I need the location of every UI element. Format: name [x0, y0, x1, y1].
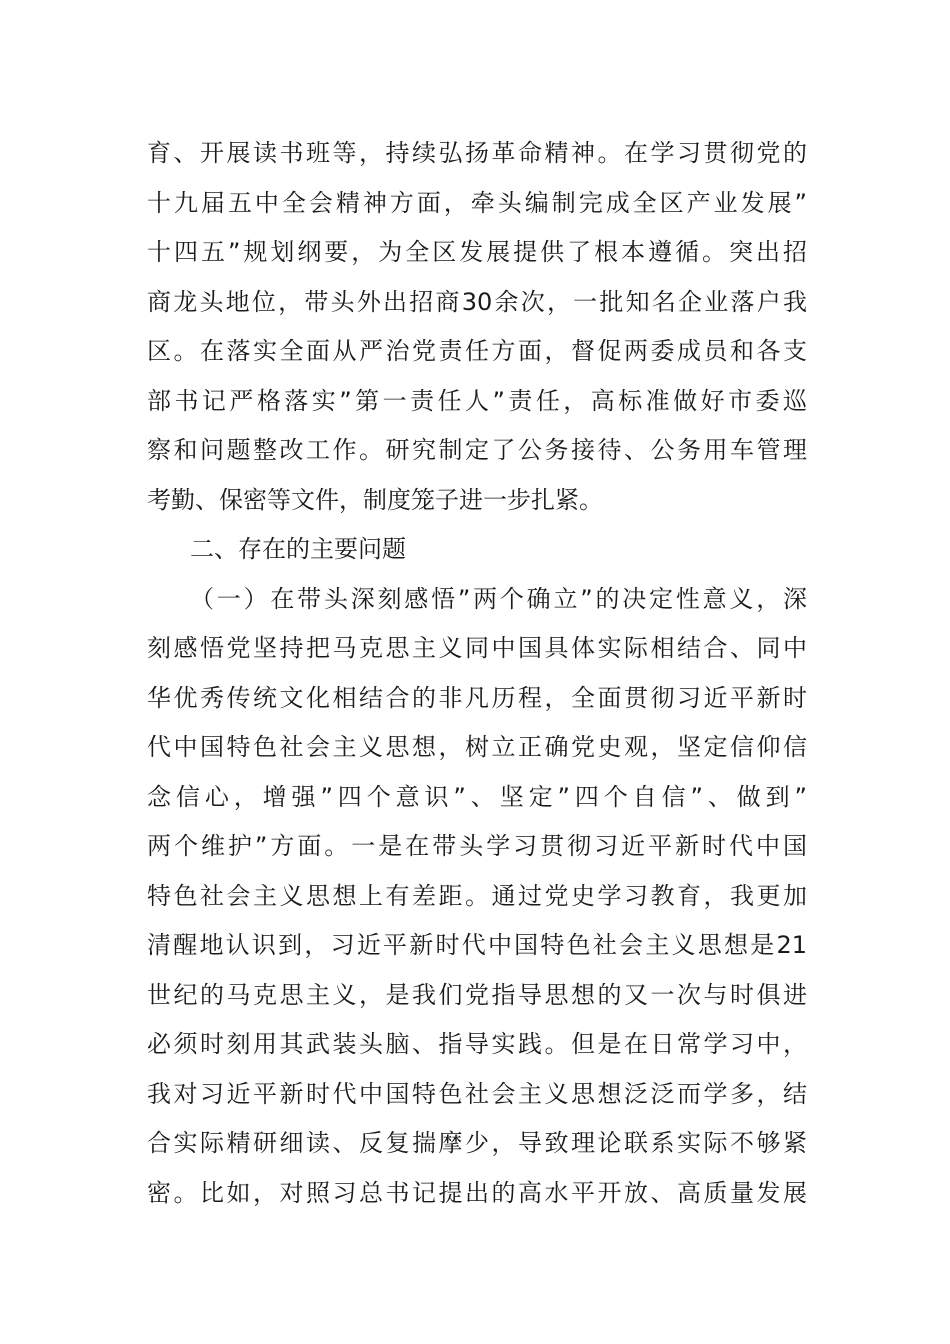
text-line: 商龙头地位，带头外出招商30余次，一批知名企业落户我: [147, 288, 807, 316]
text-line: 特色社会主义思想上有差距。通过党史学习教育，我更加: [147, 882, 807, 910]
text-line: 部书记严格落实”第一责任人”责任，高标准做好市委巡: [147, 387, 807, 415]
text-line: 十四五”规划纲要，为全区发展提供了根本遵循。突出招: [147, 238, 807, 266]
text-line: 区。在落实全面从严治党责任方面，督促两委成员和各支: [147, 337, 807, 365]
text-line: 代中国特色社会主义思想，树立正确党史观，坚定信仰信: [147, 733, 807, 761]
text-line: 察和问题整改工作。研究制定了公务接待、公务用车管理: [147, 436, 807, 464]
text-line: 世纪的马克思主义，是我们党指导思想的又一次与时俱进: [147, 981, 807, 1009]
section-heading: 二、存在的主要问题: [190, 535, 406, 563]
text-line: 我对习近平新时代中国特色社会主义思想泛泛而学多，结: [147, 1080, 807, 1108]
text-line: 密。比如，对照习总书记提出的高水平开放、高质量发展: [147, 1179, 807, 1207]
text-line: 两个维护”方面。一是在带头学习贯彻习近平新时代中国: [147, 832, 807, 860]
text-line: 必须时刻用其武装头脑、指导实践。但是在日常学习中，: [147, 1030, 807, 1058]
text-line: 考勤、保密等文件，制度笼子进一步扎紧。: [147, 486, 603, 514]
text-line: 清醒地认识到，习近平新时代中国特色社会主义思想是21: [147, 931, 807, 959]
text-line: 念信心，增强”四个意识”、坚定”四个自信”、做到”: [147, 783, 807, 811]
text-line: （一）在带头深刻感悟”两个确立”的决定性意义，深: [190, 585, 807, 613]
text-line: 华优秀传统文化相结合的非凡历程，全面贯彻习近平新时: [147, 684, 807, 712]
text-line: 合实际精研细读、反复揣摩少，导致理论联系实际不够紧: [147, 1129, 807, 1157]
text-line: 十九届五中全会精神方面，牵头编制完成全区产业发展”: [147, 189, 807, 217]
text-line: 刻感悟党坚持把马克思主义同中国具体实际相结合、同中: [147, 634, 807, 662]
text-line: 育、开展读书班等，持续弘扬革命精神。在学习贯彻党的: [147, 139, 807, 167]
